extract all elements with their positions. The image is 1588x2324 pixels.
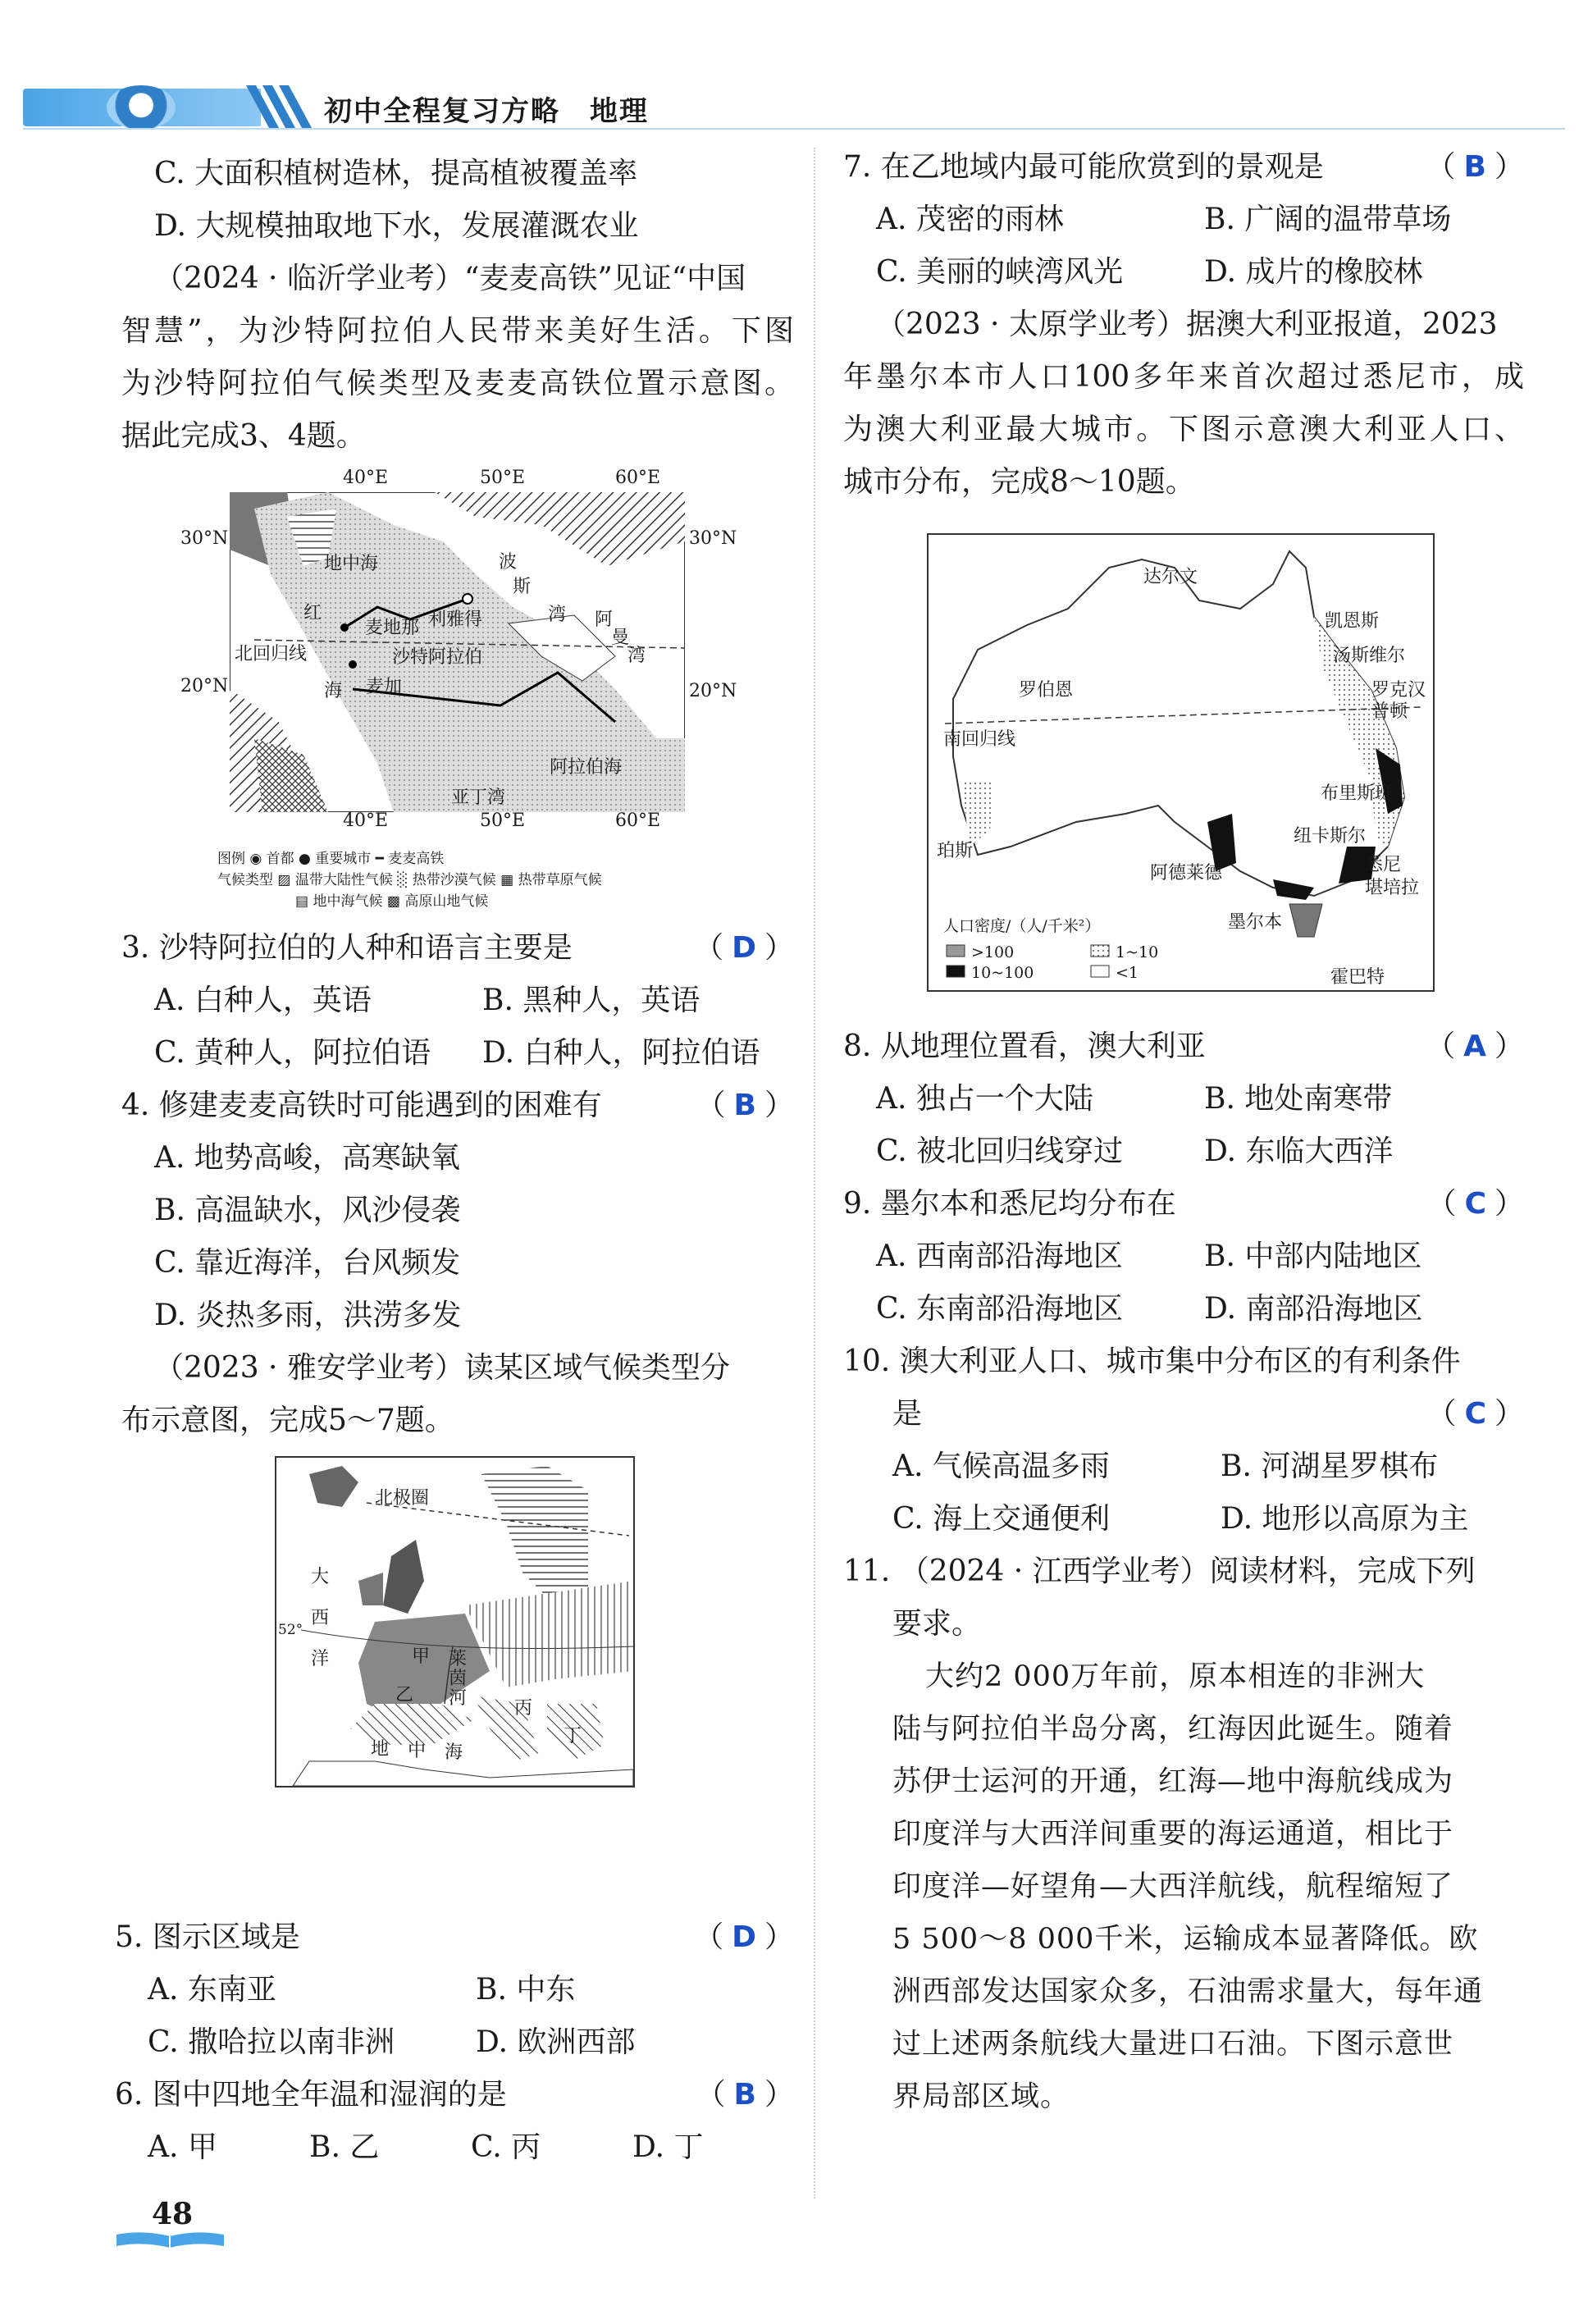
city-label: 普顿	[1371, 701, 1408, 722]
question-stem: 3. 沙特阿拉伯的人种和语言主要是	[121, 931, 573, 965]
option: A. 茂密的雨林	[876, 203, 1064, 236]
book-icon	[115, 2230, 226, 2248]
option: B. 地处南寒带	[1204, 1082, 1393, 1116]
answer: B	[733, 1089, 756, 1122]
city-label: 阿德莱德	[1150, 863, 1223, 883]
map-legend: 气候类型 ▨ 温带大陆性气候 ░ 热带沙漠气候 ▦ 热带草原气候	[217, 872, 602, 888]
answer-bracket: （ D ）	[694, 1920, 794, 1954]
option: D. 炎热多雨，洪涝多发	[154, 1299, 462, 1332]
header-divider	[23, 128, 1565, 130]
map-label: 北回归线	[235, 644, 308, 664]
region-label: 丁	[564, 1726, 582, 1746]
map-label: 红	[303, 603, 322, 623]
lat-label: 30°N	[689, 528, 737, 549]
material-block	[843, 1651, 1524, 2123]
map-label: 麦加	[366, 677, 403, 697]
map-label: 利雅得	[428, 610, 483, 630]
column-divider	[814, 148, 815, 2198]
question-stem: 7. 在乙地域内最可能欣赏到的景观是	[843, 150, 1324, 184]
intro-text: （2024 · 临沂学业考）“麦麦高铁”见证“中国	[154, 262, 746, 295]
lon-label: 60°E	[615, 468, 661, 488]
intro-text: 城市分布，完成8～10题。	[843, 465, 1195, 499]
saudi-map-figure	[180, 468, 755, 911]
question-9	[843, 1178, 1524, 1230]
option: C. 东南部沿海地区	[876, 1292, 1124, 1326]
map-legend: ▤ 地中海气候 ▩ 高原山地气候	[295, 893, 489, 910]
city-label: 布里斯班	[1321, 783, 1394, 804]
city-label: 罗克汉	[1371, 680, 1426, 701]
city-label: 珀斯	[937, 841, 974, 861]
question-8	[843, 1020, 1524, 1073]
answer: C	[1464, 1397, 1486, 1431]
map-label: 沙特阿拉伯	[392, 647, 483, 668]
option: B. 中部内陆地区	[1204, 1240, 1422, 1273]
option: A. 独占一个大陆	[876, 1082, 1093, 1116]
option-row	[121, 1027, 794, 1080]
map-label: 阿拉伯海	[550, 757, 623, 778]
lon-label: 60°E	[615, 810, 661, 831]
answer-bracket: （ D ）	[694, 931, 794, 965]
map-label: 茵	[449, 1669, 468, 1689]
question-11-stem: 要求。	[892, 1607, 982, 1641]
region-label: 乙	[395, 1685, 414, 1705]
city-label: 达尔文	[1143, 567, 1198, 587]
option: D. 丁	[632, 2130, 704, 2164]
lat-label: 20°N	[180, 676, 229, 696]
option: A. 白种人，英语	[154, 984, 372, 1017]
map-label: 西	[311, 1608, 330, 1628]
option: C. 丙	[471, 2130, 541, 2164]
map-label: 亚丁湾	[451, 788, 506, 808]
option: C. 海上交通便利	[892, 1502, 1111, 1536]
map-label: 莱	[449, 1649, 468, 1669]
answer-bracket: （ A ）	[1426, 1030, 1524, 1063]
question-stem: 6. 图中四地全年温和湿润的是	[115, 2078, 507, 2112]
intro-text: 布示意图，完成5～7题。	[121, 1404, 454, 1437]
option: D. 南部沿海地区	[1204, 1292, 1423, 1326]
australia-map-figure	[927, 533, 1435, 992]
answer-bracket: （ B ）	[696, 1089, 794, 1122]
answer: A	[1463, 1030, 1486, 1063]
material-line: 陆与阿拉伯半岛分离，红海因此诞生。随着	[892, 1713, 1454, 1746]
option-row	[843, 1441, 1524, 1493]
legend-item: 1~10	[1116, 943, 1159, 961]
map-label: 曼	[611, 628, 630, 648]
intro-text: 据此完成3、4题。	[121, 419, 366, 453]
question-stem: 9. 墨尔本和悉尼均分布在	[843, 1187, 1176, 1221]
option: A. 地势高峻，高寒缺氧	[154, 1141, 460, 1175]
option: B. 黑种人，英语	[482, 984, 700, 1017]
city-label: 罗伯恩	[1019, 680, 1074, 701]
lon-label: 50°E	[480, 468, 526, 488]
region-label: 甲	[412, 1646, 431, 1667]
lat-label: 30°N	[180, 528, 229, 549]
map-label: 中	[408, 1741, 427, 1761]
answer-bracket: （ C ）	[1426, 1187, 1524, 1221]
question-3	[121, 922, 794, 975]
intro-text: 为澳大利亚最大城市。下图示意澳大利亚人口、	[843, 413, 1524, 446]
material-line: 过上述两条航线大量进口石油。下图示意世	[892, 2028, 1454, 2061]
lon-label: 50°E	[480, 810, 526, 831]
city-label: 汤斯维尔	[1333, 646, 1406, 666]
material-line: 大约2 000万年前，原本相连的非洲大	[925, 1660, 1426, 1693]
option: A. 西南部沿海地区	[876, 1240, 1123, 1273]
right-column-q8-q11	[843, 1020, 1524, 2123]
map-label: 洋	[311, 1649, 330, 1669]
answer-bracket: （ B ）	[1426, 150, 1524, 184]
question-4	[121, 1080, 794, 1132]
option: C. 被北回归线穿过	[876, 1135, 1124, 1168]
option: D. 东临大西洋	[1204, 1135, 1394, 1168]
option: B. 广阔的温带草场	[1204, 203, 1452, 236]
option: D. 欧洲西部	[476, 2025, 636, 2059]
map-label: 湾	[627, 646, 646, 666]
question-stem: 8. 从地理位置看，澳大利亚	[843, 1030, 1206, 1063]
intro-text: 年墨尔本市人口100多年来首次超过悉尼市，成	[843, 360, 1524, 394]
answer-bracket: （ C ）	[1426, 1397, 1524, 1431]
option-text: C. 大面积植树造林，提高植被覆盖率	[154, 157, 638, 190]
header-stripes	[246, 85, 312, 128]
option-row	[115, 2016, 794, 2069]
lon-label: 40°E	[343, 468, 389, 488]
city-label: 纽卡斯尔	[1294, 826, 1367, 847]
intro-text: （2023 · 雅安学业考）读某区域气候类型分	[154, 1351, 730, 1385]
answer: D	[732, 1920, 756, 1954]
left-column-q5-q6	[115, 1911, 794, 2174]
europe-map-figure	[275, 1456, 635, 1788]
legend-item: 10~100	[971, 964, 1034, 982]
map-label: 波	[499, 552, 518, 573]
option: D. 白种人，阿拉伯语	[482, 1036, 760, 1070]
map-label: 南回归线	[943, 729, 1016, 750]
question-7	[843, 141, 1524, 194]
answer: B	[733, 2078, 756, 2112]
question-stem: 4. 修建麦麦高铁时可能遇到的困难有	[121, 1089, 602, 1122]
material-line: 苏伊士运河的开通，红海—地中海航线成为	[892, 1765, 1454, 1798]
material-line: 5 500～8 000千米，运输成本显著降低。欧	[892, 1923, 1479, 1956]
question-5	[115, 1911, 794, 1964]
question-11-stem: 11. （2024 · 江西学业考）阅读材料，完成下列	[843, 1555, 1476, 1588]
map-label: 地	[371, 1739, 390, 1760]
option-row	[843, 246, 1524, 299]
option-row	[843, 1073, 1524, 1125]
city-label: 霍巴特	[1330, 967, 1385, 988]
material-line: 界局部区域。	[892, 2080, 1070, 2113]
map-label: 海	[324, 681, 343, 701]
map-label: 湾	[548, 605, 567, 625]
right-column-top	[843, 141, 1524, 509]
option-row	[843, 1283, 1524, 1336]
intro-text: 为沙特阿拉伯气候类型及麦麦高铁位置示意图。	[121, 367, 794, 400]
option: A. 气候高温多雨	[892, 1450, 1110, 1483]
city-label: 堪培拉	[1365, 878, 1420, 898]
map-label: 大	[311, 1567, 330, 1587]
lat-label: 52°	[278, 1622, 303, 1638]
question-10	[843, 1388, 1524, 1441]
option-row	[843, 1493, 1524, 1546]
map-label: 地中海	[324, 554, 379, 574]
option: A. 甲	[148, 2130, 217, 2164]
option: A. 东南亚	[148, 1973, 276, 2007]
material-line: 印度洋—好望角—大西洋航线，航程缩短了	[892, 1870, 1454, 1903]
map-label: 北极圈	[375, 1488, 430, 1509]
intro-text: 智慧”，为沙特阿拉伯人民带来美好生活。下图	[121, 314, 794, 348]
option-row	[115, 1964, 794, 2016]
question-stem: 5. 图示区域是	[115, 1920, 300, 1954]
question-stem: 是	[892, 1397, 923, 1431]
page-number: 48	[152, 2197, 194, 2231]
question-6	[115, 2069, 794, 2121]
option: D. 成片的橡胶林	[1204, 255, 1423, 289]
option: B. 高温缺水，风沙侵袭	[154, 1194, 461, 1227]
city-label: 墨尔本	[1228, 912, 1283, 933]
lat-label: 20°N	[689, 681, 737, 701]
answer-bracket: （ B ）	[696, 2078, 794, 2112]
option-row	[115, 2121, 794, 2174]
city-label: 凯恩斯	[1325, 611, 1380, 632]
material-line: 洲西部发达国家众多，石油需求量大，每年通	[892, 1975, 1484, 2008]
map-label: 阿	[595, 610, 614, 630]
left-column-q3-q4	[121, 922, 794, 1447]
option-row	[843, 1230, 1524, 1283]
option-row	[843, 194, 1524, 246]
option: C. 美丽的峡湾风光	[876, 255, 1124, 289]
option: B. 中东	[476, 1973, 576, 2007]
map-label: 斯	[513, 577, 532, 597]
option: C. 黄种人，阿拉伯语	[154, 1036, 431, 1070]
map-label: 河	[449, 1688, 468, 1709]
option-text: D. 大规模抽取地下水，发展灌溉农业	[154, 209, 639, 243]
answer: B	[1463, 150, 1486, 184]
region-label: 丙	[514, 1698, 533, 1719]
option: B. 乙	[309, 2130, 380, 2164]
legend-title: 人口密度/（人/千米²）	[943, 917, 1101, 935]
answer: D	[732, 931, 756, 965]
option: B. 河湖星罗棋布	[1221, 1450, 1439, 1483]
legend-item: >100	[971, 943, 1015, 961]
option-row	[121, 975, 794, 1027]
city-label: 悉尼	[1365, 855, 1402, 875]
logo-icon	[107, 85, 176, 130]
lon-label: 40°E	[343, 810, 389, 831]
map-label: 海	[445, 1742, 463, 1763]
map-label: 麦地那	[365, 618, 420, 638]
option: C. 靠近海洋，台风频发	[154, 1246, 461, 1280]
answer: C	[1464, 1187, 1486, 1221]
question-10-stem: 10. 澳大利亚人口、城市集中分布区的有利条件	[843, 1345, 1461, 1378]
option: C. 撒哈拉以南非洲	[148, 2025, 395, 2059]
option: D. 地形以高原为主	[1221, 1502, 1469, 1536]
left-column-top	[121, 148, 794, 463]
option-row	[843, 1125, 1524, 1178]
intro-text: （2023 · 太原学业考）据澳大利亚报道，2023	[876, 308, 1498, 341]
map-legend: 图例 ◉ 首都 ● 重要城市 ━ 麦麦高铁	[217, 851, 445, 867]
header-title: 初中全程复习方略 地理	[324, 95, 649, 128]
legend-item: <1	[1116, 964, 1139, 982]
material-line: 印度洋与大西洋间重要的海运通道，相比于	[892, 1818, 1454, 1851]
